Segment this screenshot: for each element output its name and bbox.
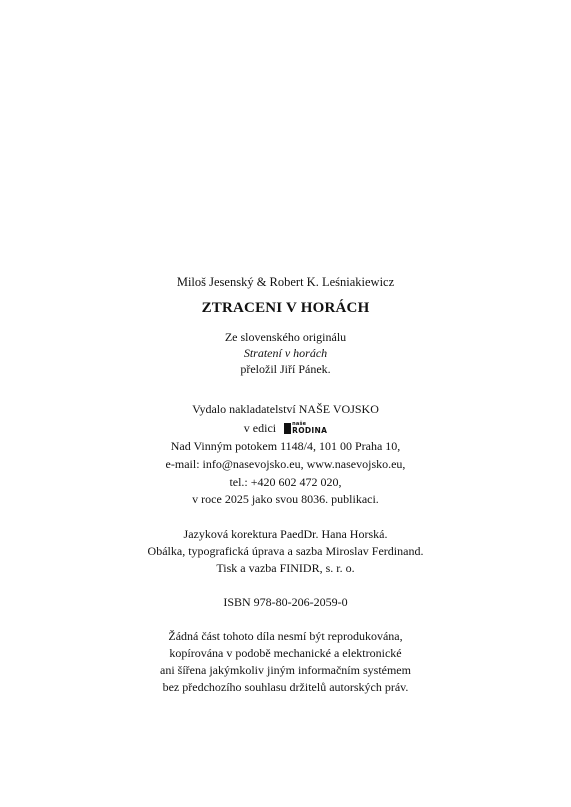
publisher-line: Vydalo nakladatelství NAŠE VOJSKO <box>192 402 379 416</box>
logo-big-text: RODINA <box>292 425 328 435</box>
copyright-line-2: kopírována v podobě mechanické a elektronické <box>169 646 402 660</box>
translator: přeložil Jiří Pánek. <box>240 362 331 376</box>
publisher-phone: tel.: +420 602 472 020, <box>229 475 342 489</box>
translation-source: Ze slovenského originálu <box>224 330 347 344</box>
book-title: ZTRACENI V HORÁCH <box>201 300 370 316</box>
publication-year: v roce 2025 jako svou 8036. publikaci. <box>192 492 379 506</box>
print-credit: Tisk a vazba FINIDR, s. r. o. <box>216 561 355 575</box>
isbn: ISBN 978-80-206-2059-0 <box>223 595 348 609</box>
design-credit: Obálka, typografická úprava a sazba Miroslav Ferdinand. <box>147 544 424 558</box>
edition-label: v edici <box>243 421 277 435</box>
original-title: Stratení v horách <box>243 346 328 360</box>
publisher-contact: e-mail: info@nasevojsko.eu, www.nasevojsko.eu, <box>165 457 406 471</box>
authors: Miloš Jesenský & Robert K. Leśniakiewicz <box>176 275 395 289</box>
logo-small-text: naše <box>292 420 307 427</box>
publisher-address: Nad Vinným potokem 1148/4, 101 00 Praha 10, <box>170 439 401 453</box>
edition-row <box>0 420 571 436</box>
copyright-line-3: ani šířena jakýmkoliv jiným informačním systémem <box>160 663 411 677</box>
proofreading-credit: Jazyková korektura PaedDr. Hana Horská. <box>183 527 388 541</box>
copyright-line-1: Žádná část tohoto díla nesmí být reprodukována, <box>168 629 403 643</box>
copyright-line-4: bez předchozího souhlasu držitelů autorských práv. <box>162 680 409 694</box>
logo-mark-icon <box>284 423 291 434</box>
nase-rodina-logo <box>284 422 327 435</box>
